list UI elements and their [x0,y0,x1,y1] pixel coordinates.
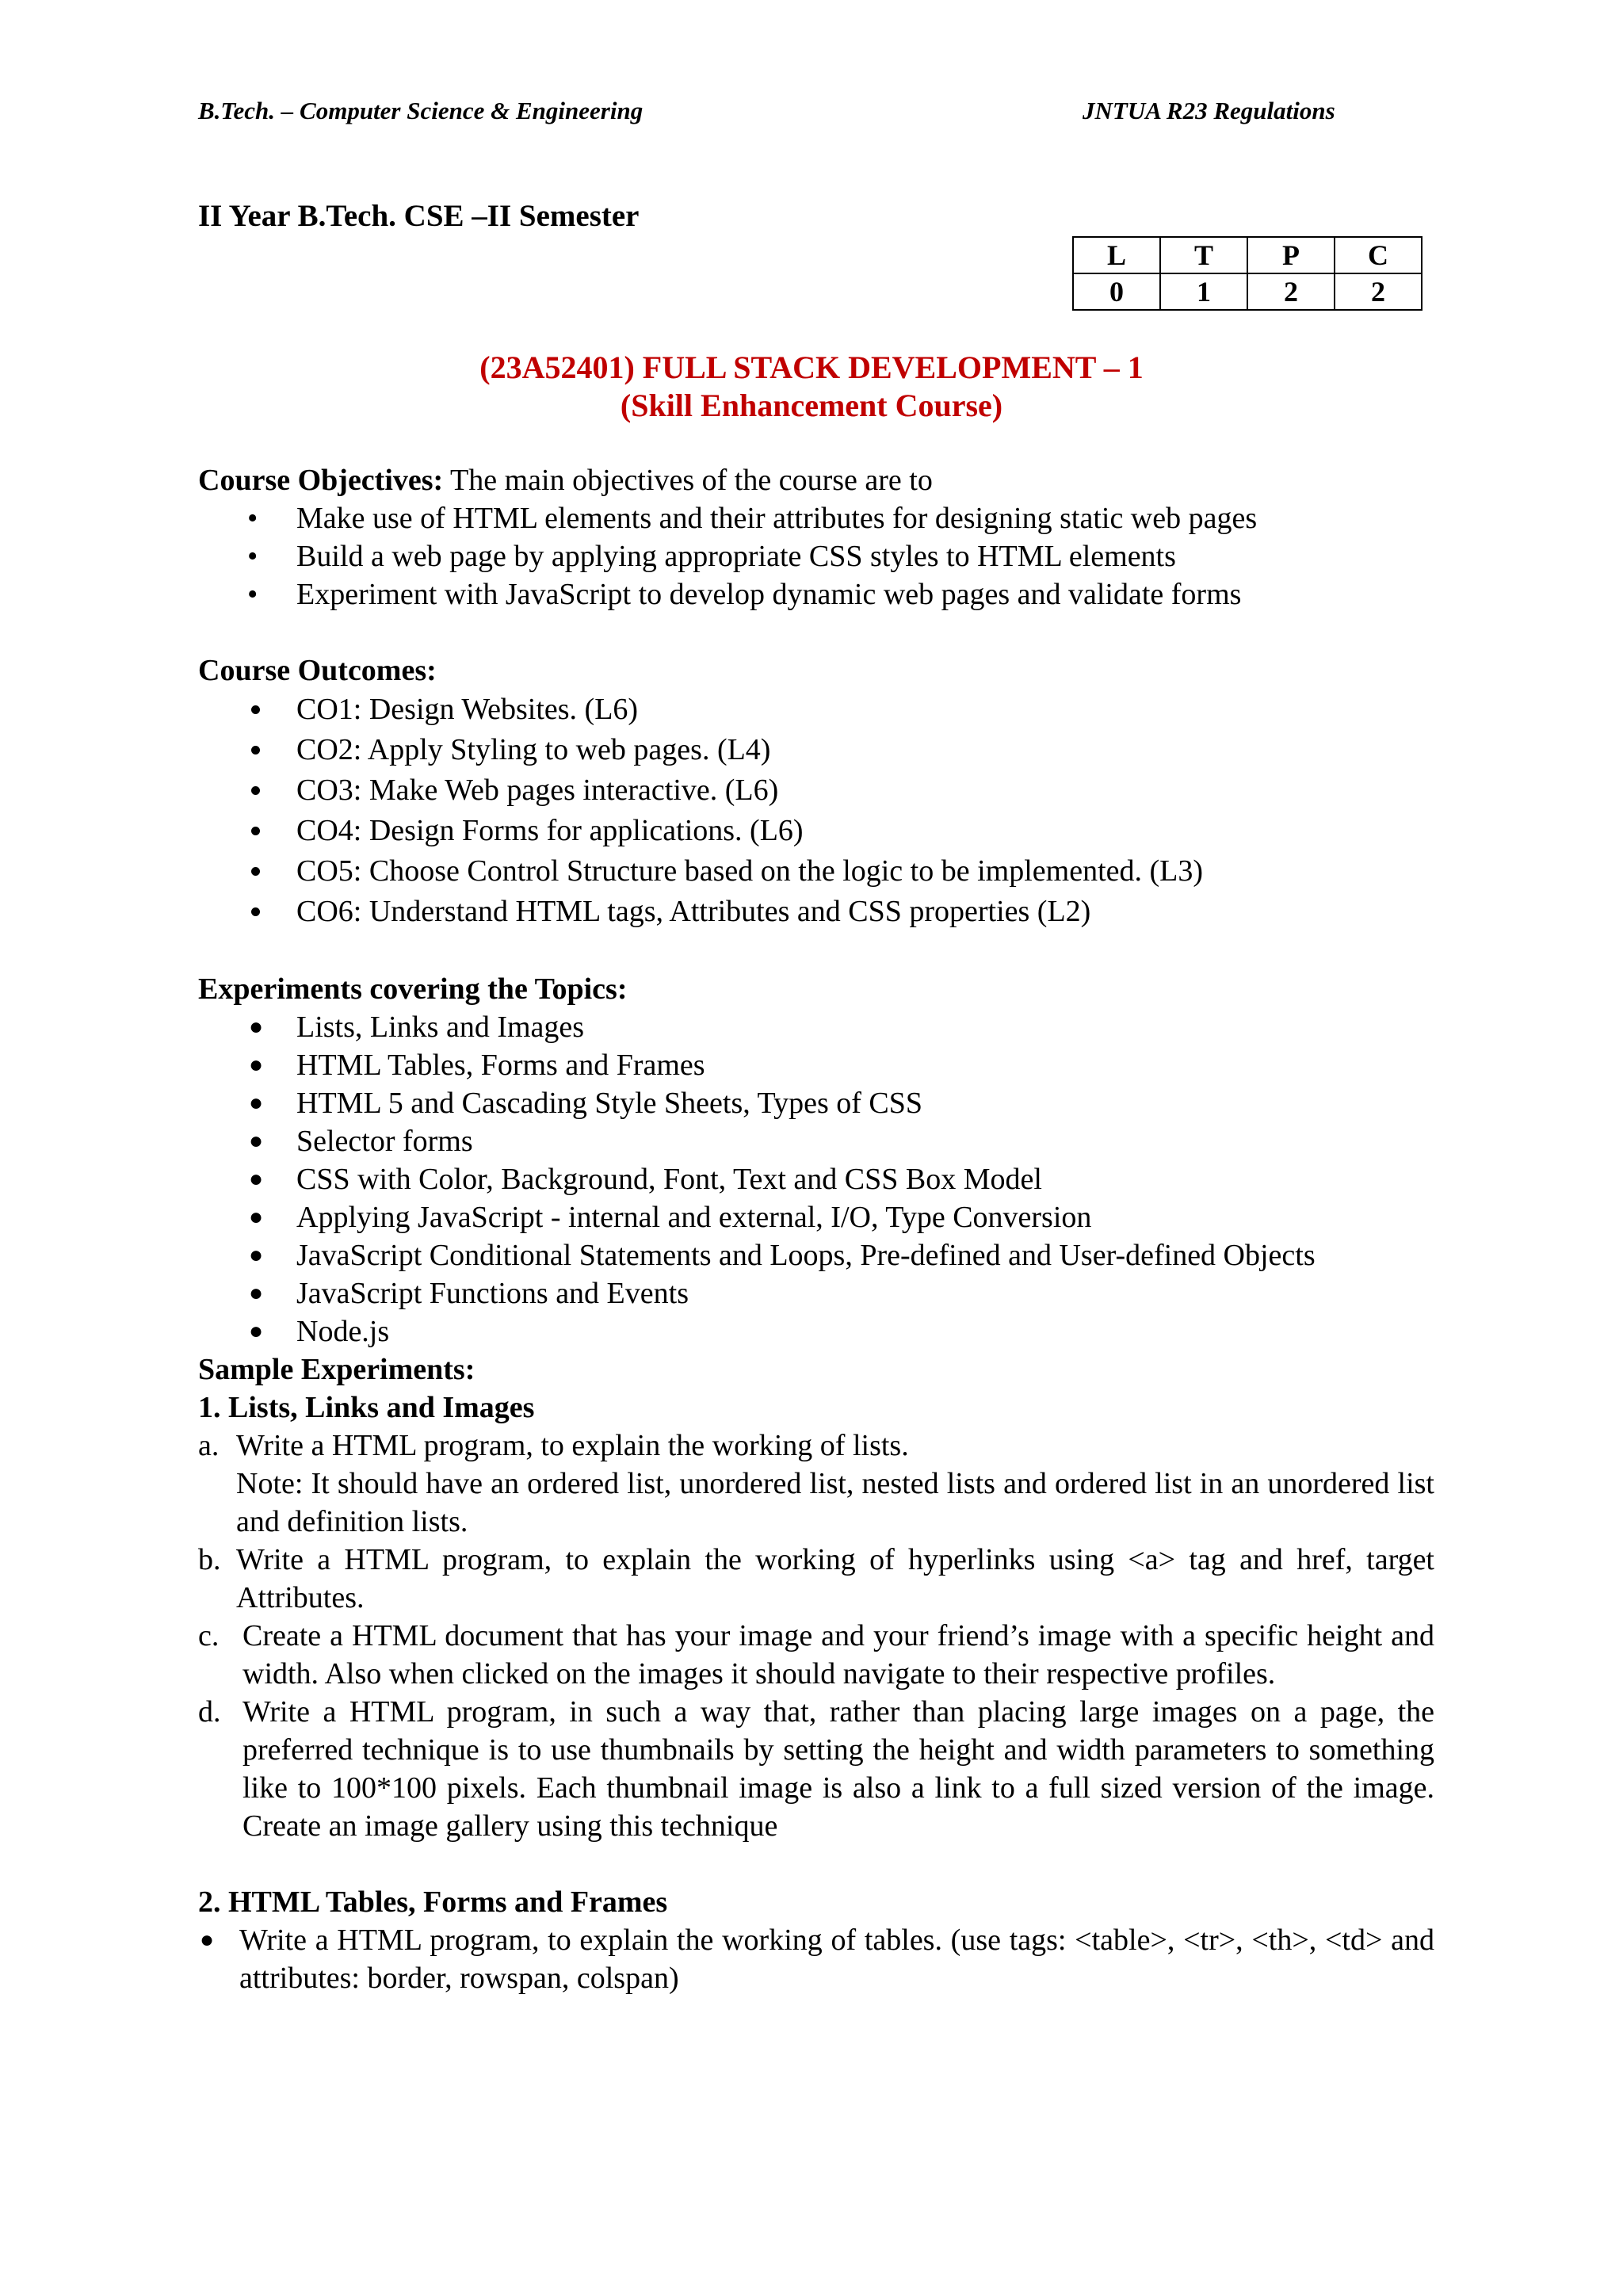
list-item: ● Write a HTML program, to explain the working of tables. (use tags: <table>, <tr>, <th>, <td> and attributes: border, rowspan, colspan) [198,1921,1434,1997]
objectives-intro-text: The main objectives of the course are to [443,464,933,497]
outcomes-heading: Course Outcomes: [198,654,437,687]
ltpc-header-cell: P [1247,237,1335,273]
list-item: CO4: Design Forms for applications. (L6) [198,811,1434,851]
list-item: CO1: Design Websites. (L6) [198,690,1434,730]
ltpc-credits-table [1072,236,1423,311]
list-item: ● HTML 5 and Cascading Style Sheets, Types of CSS [198,1084,1434,1122]
objectives-intro [198,461,1434,499]
running-header-regulations: JNTUA R23 Regulations [1083,97,1335,124]
ltpc-value-cell: 1 [1160,273,1247,310]
list-item: • Make use of HTML elements and their attributes for designing static web pages [198,499,1434,537]
ltpc-header-cell: C [1335,237,1422,273]
course-subtitle: (Skill Enhancement Course) [620,388,1003,423]
list-item: CO2: Apply Styling to web pages. (L4) [198,730,1434,770]
year-semester-heading: II Year B.Tech. CSE –II Semester [198,199,640,233]
list-item: ● Lists, Links and Images [198,1008,1434,1046]
objectives-list [198,499,1434,613]
list-item: CO3: Make Web pages interactive. (L6) [198,770,1434,811]
topics-heading: Experiments covering the Topics: [198,972,628,1006]
experiment-note: Note: It should have an ordered list, unordered list, nested lists and ordered list in an unordered list and definition lists. [236,1467,1434,1538]
experiment-text: Write a HTML program, in such a way that, rather than placing large images on a page, the preferred technique is to use thumbnails by setting the height and width parameters to something like to 100*100 pixels. Each thumbnail image is also a link to a full sized version of the image. Create an image gallery using this technique [242,1695,1434,1843]
ltpc-header-cell: L [1073,237,1160,273]
list-item: CO6: Understand HTML tags, Attributes and CSS properties (L2) [198,892,1434,932]
running-header-program: B.Tech. – Computer Science & Engineering [198,97,643,124]
list-item [198,1693,1434,1845]
ltpc-header-row [1073,237,1422,273]
section-2-heading: 2. HTML Tables, Forms and Frames [198,1885,668,1919]
list-marker: b. [198,1543,221,1576]
course-title: (23A52401) FULL STACK DEVELOPMENT – 1 [479,350,1144,385]
list-item: ● Selector forms [198,1122,1434,1160]
section-2-list [198,1921,1434,1997]
list-item: • Build a web page by applying appropriate CSS styles to HTML elements [198,537,1434,575]
ltpc-header-cell: T [1160,237,1247,273]
list-item: CO5: Choose Control Structure based on the logic to be implemented. (L3) [198,851,1434,892]
ltpc-value-cell: 2 [1335,273,1422,310]
spacer [198,932,1434,970]
outcomes-list [198,690,1434,932]
experiment-text: Create a HTML document that has your image and your friend’s image with a specific height and width. Also when clicked on the images it should navigate to their respective profiles. [242,1619,1434,1690]
list-item: ● HTML Tables, Forms and Frames [198,1046,1434,1084]
topics-list [198,1008,1434,1350]
list-item: ● CSS with Color, Background, Font, Text and CSS Box Model [198,1160,1434,1198]
spacer [198,1845,1434,1883]
ltpc-value-cell: 0 [1073,273,1160,310]
list-marker: c. [198,1619,220,1652]
experiment-text: Write a HTML program, to explain the working of lists. [236,1429,909,1462]
section-1-heading: 1. Lists, Links and Images [198,1391,535,1424]
list-item: ● JavaScript Conditional Statements and Loops, Pre-defined and User-defined Objects [198,1236,1434,1274]
list-item [198,1427,1434,1541]
ltpc-value-row [1073,273,1422,310]
document-body [198,461,1434,1997]
ltpc-value-cell: 2 [1247,273,1335,310]
list-item: • Experiment with JavaScript to develop dynamic web pages and validate forms [198,575,1434,613]
list-item: ● Applying JavaScript - internal and external, I/O, Type Conversion [198,1198,1434,1236]
list-item [198,1617,1434,1693]
list-marker: d. [198,1695,221,1729]
list-item: ● Node.js [198,1312,1434,1350]
sample-experiments-heading: Sample Experiments: [198,1353,475,1386]
list-marker: a. [198,1429,220,1462]
section-1-list [198,1427,1434,1845]
list-item [198,1541,1434,1617]
objectives-heading: Course Objectives: [198,464,444,497]
list-item: ● JavaScript Functions and Events [198,1274,1434,1312]
course-title-block [0,349,1623,425]
experiment-text: Write a HTML program, to explain the working of hyperlinks using <a> tag and href, target Attributes. [236,1543,1434,1614]
spacer [198,613,1434,651]
